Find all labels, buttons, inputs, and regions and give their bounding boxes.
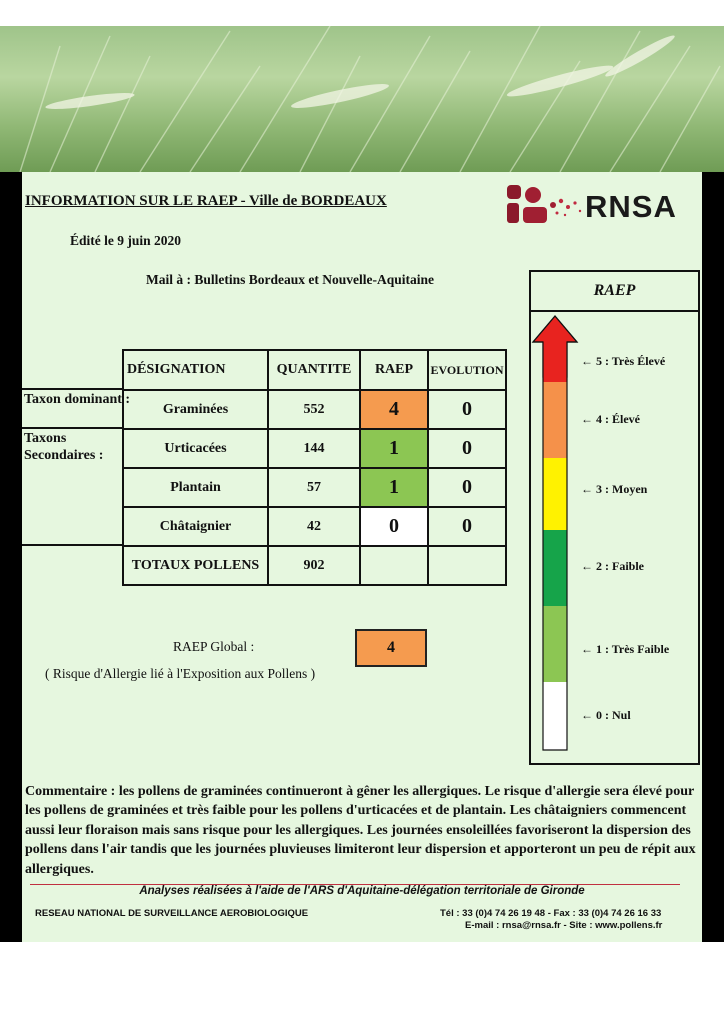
left-border <box>0 172 22 942</box>
rnsa-logo <box>505 183 695 228</box>
scale-level-4: ← 4 : Élevé <box>581 412 640 426</box>
scale-level-5: ← 5 : Très Élevé <box>581 354 666 368</box>
side-divider <box>22 388 124 390</box>
row-quantity: 144 <box>268 429 360 468</box>
header-designation: DÉSIGNATION <box>123 350 268 390</box>
analyses-note: Analyses réalisées à l'aide de l'ARS d'Aquitaine-délégation territoriale de Gironde <box>139 885 585 897</box>
network-name: RESEAU NATIONAL DE SURVEILLANCE AEROBIOLOGIQUE <box>35 908 309 919</box>
header-quantite: QUANTITE <box>268 350 360 390</box>
scale-level-0: ← 0 : Nul <box>581 708 631 722</box>
row-quantity: 42 <box>268 507 360 546</box>
taxon-dominant-label: Taxon dominant : <box>24 392 131 407</box>
grass-banner-image <box>0 26 724 172</box>
edition-date: Édité le 9 juin 2020 <box>70 233 182 248</box>
comment-paragraph: Commentaire : les pollens de graminées continueront à gêner les allergiques. Le risque d'allergie sera élevé pour les pollens de graminées et très faible pour les pollens d'urticacées et de plantain. Les châtaigniers commencent aussi leur floraison mais sans risque pour les allergiques. Les journées ensoleillées favoriseront la dispersion des pollens dans l'air tandis que les journées pluvieuses limiteront leur dispersion et apporteront un peu de répit aux allergiques. <box>25 784 696 877</box>
raep-global-value: 4 <box>355 629 427 667</box>
row-designation: Urticacées <box>123 429 268 468</box>
row-quantity: 57 <box>268 468 360 507</box>
row-raep: 1 <box>360 429 428 468</box>
pollen-table <box>122 349 507 586</box>
rnsa-logo-text: RNSA <box>585 189 677 224</box>
total-quantity: 902 <box>268 546 360 585</box>
total-label: TOTAUX POLLENS <box>123 546 268 585</box>
rnsa-logo-mark-icon <box>505 183 585 228</box>
taxons-secondaires-label: Taxons Secondaires : <box>24 431 104 463</box>
row-designation: Graminées <box>123 390 268 429</box>
row-evolution: 0 <box>428 429 506 468</box>
header-raep: RAEP <box>360 350 428 390</box>
raep-scale-arrow-icon <box>531 312 581 762</box>
table-row <box>123 429 506 468</box>
side-divider <box>22 544 124 546</box>
row-designation: Plantain <box>123 468 268 507</box>
table-total-row <box>123 546 506 585</box>
side-divider <box>22 427 124 429</box>
row-designation: Châtaignier <box>123 507 268 546</box>
scale-level-1: ← 1 : Très Faible <box>581 642 670 656</box>
scale-level-2: ← 2 : Faible <box>581 559 644 573</box>
mail-info: Mail à : Bulletins Bordeaux et Nouvelle-Aquitaine <box>146 272 434 287</box>
scale-level-3: ← 3 : Moyen <box>581 482 648 496</box>
right-border <box>702 172 724 942</box>
row-raep: 1 <box>360 468 428 507</box>
row-evolution: 0 <box>428 390 506 429</box>
header-evolution: EVOLUTION <box>428 350 506 390</box>
raep-scale-title: RAEP <box>531 272 698 312</box>
table-header-row <box>123 350 506 390</box>
contact-email: E-mail : rnsa@rnsa.fr - Site : www.pollens.fr <box>465 920 663 931</box>
table-row <box>123 507 506 546</box>
total-raep-empty <box>360 546 428 585</box>
row-quantity: 552 <box>268 390 360 429</box>
row-evolution: 0 <box>428 468 506 507</box>
contact-phone: Tél : 33 (0)4 74 26 19 48 - Fax : 33 (0)4 74 26 16 33 <box>440 908 662 919</box>
raep-scale-panel <box>529 270 700 765</box>
table-row <box>123 468 506 507</box>
total-evolution-empty <box>428 546 506 585</box>
raep-global-subtitle: ( Risque d'Allergie lié à l'Exposition aux Pollens ) <box>45 666 316 681</box>
raep-global-label: RAEP Global : <box>173 639 255 654</box>
table-row <box>123 390 506 429</box>
document-title: INFORMATION SUR LE RAEP - Ville de BORDEAUX <box>25 193 387 209</box>
row-evolution: 0 <box>428 507 506 546</box>
row-raep: 0 <box>360 507 428 546</box>
row-raep: 4 <box>360 390 428 429</box>
